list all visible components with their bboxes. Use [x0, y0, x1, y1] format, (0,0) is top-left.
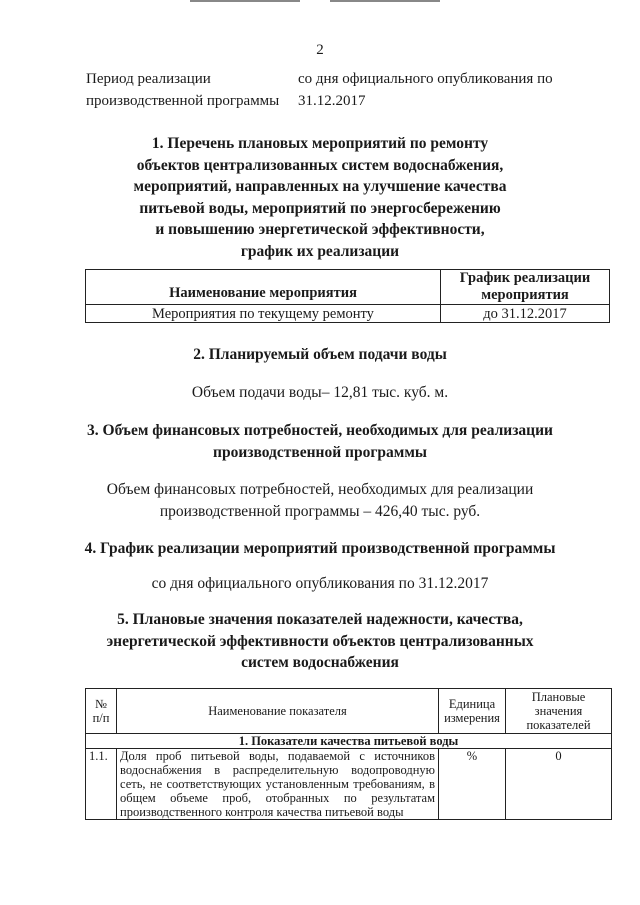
col-unit-header-line: Единица	[448, 697, 496, 711]
col-measure-name-header: Наименование мероприятия	[86, 270, 441, 305]
section2-title: 2. Планируемый объем подачи воды	[193, 346, 447, 363]
section5-title-line: энергетической эффективности объектов централизованных	[106, 632, 534, 650]
col-unit-header	[439, 689, 506, 734]
section3-text-line: Объем финансовых потребностей, необходимых для реализации	[106, 481, 534, 498]
col-value-header-line: Плановые	[531, 690, 586, 704]
subsection-row	[86, 734, 612, 749]
section1-title-line: питьевой воды, мероприятий по энергосбережению	[139, 199, 501, 217]
indicator-name: Доля проб питьевой воды, подаваемой с источников водоснабжения в распределительную водопроводную сеть, не соответствующих установленным требованиям, в общем объеме проб, отобранных по результатам производственного контроля качества питьевой воды	[117, 749, 439, 820]
col-value-header-line: значения	[534, 704, 583, 718]
section5-title-line: систем водоснабжения	[241, 654, 399, 671]
indicator-unit: %	[439, 749, 506, 820]
section2-text: Объем подачи воды– 12,81 тыс. куб. м.	[191, 384, 449, 401]
measure-name-cell: Мероприятия по текущему ремонту	[86, 305, 441, 323]
section1-title-line: график их реализации	[240, 242, 400, 260]
col-number-header-line: п/п	[92, 711, 110, 725]
table-row	[86, 305, 610, 323]
section1-title	[40, 133, 600, 262]
section1-title-line: 1. Перечень плановых мероприятий по ремонту	[151, 135, 489, 152]
section3-title	[40, 420, 600, 463]
col-schedule-header	[441, 270, 610, 305]
col-indicator-name-header: Наименование показателя	[117, 689, 439, 734]
schedule-cell: до 31.12.2017	[441, 305, 610, 323]
section5-title	[40, 609, 600, 674]
period-value-2: 31.12.2017	[298, 93, 366, 109]
repair-measures-table	[85, 269, 610, 323]
section3-title-line: 3. Объем финансовых потребностей, необходимых для реализации	[87, 422, 553, 439]
col-unit-header-line: измерения	[444, 711, 500, 725]
period-label-1: Период реализации	[86, 71, 211, 87]
section1-title-line: и повышению энергетической эффективности,	[155, 221, 485, 238]
scan-edge-right	[330, 0, 440, 2]
table-header-row	[86, 270, 610, 305]
table-row	[86, 749, 612, 820]
scan-edge-left	[190, 0, 300, 2]
page-number: 2	[316, 42, 324, 58]
section4-text: со дня официального опубликования по 31.12.2017	[151, 575, 489, 592]
indicators-table	[85, 688, 612, 820]
col-number-header-line: №	[95, 697, 107, 711]
subsection-title: 1. Показатели качества питьевой воды	[86, 734, 612, 749]
row-number: 1.1.	[86, 749, 117, 820]
section1-title-line: объектов централизованных систем водоснабжения,	[136, 156, 504, 174]
section3-title-line: производственной программы	[213, 443, 427, 461]
col-number-header	[86, 689, 117, 734]
indicator-value: 0	[506, 749, 612, 820]
period-value-1: со дня официального опубликования по	[298, 71, 553, 87]
period-label-2: производственной программы	[86, 93, 280, 109]
section5-title-line: 5. Плановые значения показателей надежности, качества,	[117, 611, 523, 628]
section3-text	[40, 479, 600, 523]
col-value-header-line: показателей	[526, 718, 591, 732]
section3-text-line: производственной программы – 426,40 тыс. руб.	[159, 503, 481, 520]
section1-title-line: мероприятий, направленных на улучшение качества	[133, 178, 507, 195]
section4-title: 4. График реализации мероприятий производственной программы	[84, 540, 556, 557]
col-schedule-header-line: График реализации	[459, 270, 591, 286]
table-header-row	[86, 689, 612, 734]
col-value-header	[506, 689, 612, 734]
implementation-period	[86, 68, 586, 112]
col-schedule-header-line: мероприятия	[481, 287, 569, 303]
